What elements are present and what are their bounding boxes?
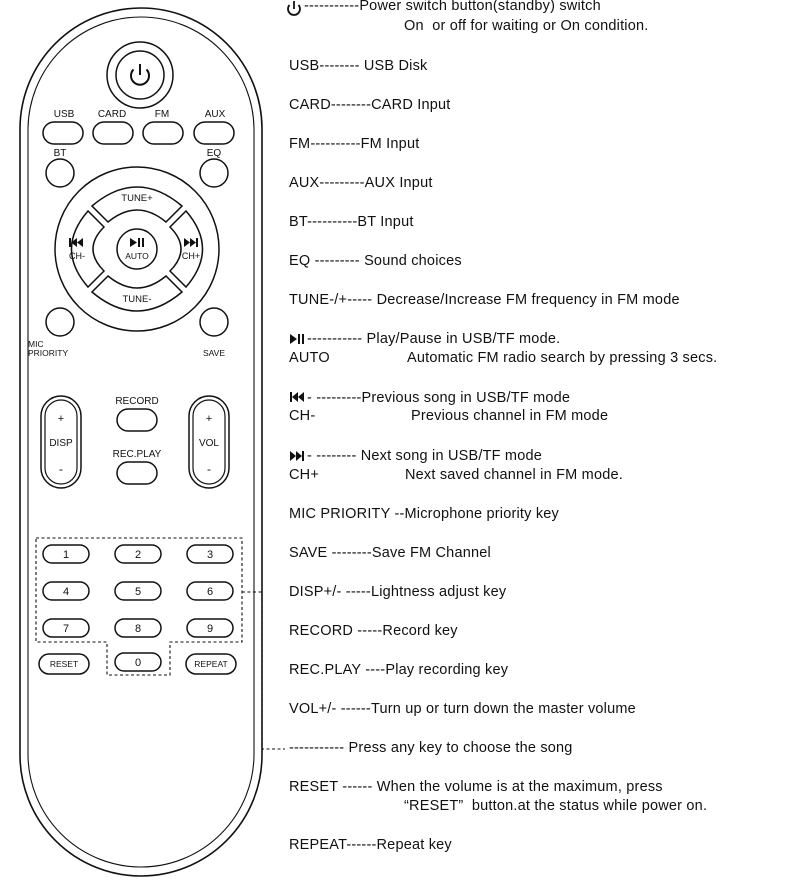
record-button[interactable] (117, 409, 157, 431)
digit-label: 8 (134, 623, 142, 635)
play-pause-button[interactable] (117, 229, 157, 269)
nav-ring (55, 167, 219, 331)
rec-play-label: REC.PLAY (112, 449, 162, 460)
digit-button[interactable] (43, 619, 89, 637)
vol-label: VOL (198, 438, 220, 449)
next-button[interactable] (170, 211, 203, 287)
legend-repeat: REPEAT------Repeat key (289, 837, 452, 853)
legend-usb: USB-------- USB Disk (289, 58, 428, 74)
reset-button[interactable] (39, 654, 89, 674)
card-button[interactable] (93, 122, 133, 144)
disp-plus-label: + (57, 413, 65, 425)
legend-disp: DISP+/- -----Lightness adjust key (289, 584, 507, 600)
bt-button[interactable] (46, 159, 74, 187)
skip-next-icon (184, 238, 198, 247)
digit-button[interactable] (187, 582, 233, 600)
save-label: SAVE (202, 348, 226, 358)
tune-minus-label: TUNE- (122, 294, 152, 305)
digit-label: 9 (206, 623, 214, 635)
digit-button[interactable] (115, 545, 161, 563)
legend-prev-line1: - ---------Previous song in USB/TF mode (307, 390, 571, 406)
legend-vol: VOL+/- ------Turn up or turn down the master volume (289, 701, 636, 717)
legend-save: SAVE --------Save FM Channel (289, 545, 491, 561)
tune-plus-label: TUNE+ (121, 193, 153, 204)
rec-play-button[interactable] (117, 462, 157, 484)
play-pause-icon (130, 238, 144, 247)
digit-label: 4 (62, 586, 70, 598)
record-label: RECORD (115, 396, 159, 407)
usb-label: USB (53, 109, 75, 120)
legend-card: CARD--------CARD Input (289, 97, 451, 113)
legend-play-line2: Automatic FM radio search by pressing 3 secs. (407, 350, 718, 366)
bt-label: BT (53, 148, 67, 159)
card-label: CARD (97, 109, 127, 120)
legend-recplay: REC.PLAY ----Play recording key (289, 662, 509, 678)
legend-skip-previous-icon (290, 392, 304, 402)
legend-record: RECORD -----Record key (289, 623, 458, 639)
digit-label: 6 (206, 586, 214, 598)
legend-bt: BT----------BT Input (289, 214, 414, 230)
digit-label: 3 (206, 549, 214, 561)
vol-minus-label: - (207, 462, 211, 476)
mic-priority-label-1: MIC (28, 339, 44, 349)
ch-minus-label: CH- (69, 251, 85, 261)
legend-power-line1: -----------Power switch button(standby) switch (304, 0, 601, 14)
fm-button[interactable] (143, 122, 183, 144)
legend-next-ch: CH+ (289, 467, 320, 483)
digit-label: 1 (62, 549, 70, 561)
legend-reset-line1: RESET ------ When the volume is at the maximum, press (289, 779, 663, 795)
digit-button[interactable] (43, 582, 89, 600)
mic-priority-label-2: PRIORITY (28, 348, 69, 358)
legend-power-icon (288, 1, 300, 15)
legend-mic: MIC PRIORITY --Microphone priority key (289, 506, 560, 522)
aux-label: AUX (204, 109, 226, 120)
usb-button[interactable] (43, 122, 83, 144)
disp-minus-label: - (59, 462, 63, 476)
legend-prev-line2: Previous channel in FM mode (411, 408, 609, 424)
fm-label: FM (154, 109, 170, 120)
previous-button[interactable] (72, 211, 105, 287)
digit-button[interactable] (115, 582, 161, 600)
aux-button[interactable] (194, 122, 234, 144)
legend-fm: FM----------FM Input (289, 136, 420, 152)
digit-button[interactable] (43, 545, 89, 563)
legend-eq: EQ --------- Sound choices (289, 253, 462, 269)
digit-label: 0 (134, 657, 142, 669)
legend-aux: AUX---------AUX Input (289, 175, 433, 191)
mic-priority-button[interactable] (46, 308, 74, 336)
digit-label: 2 (134, 549, 142, 561)
digit-button[interactable] (187, 545, 233, 563)
legend-power-line2: On or off for waiting or On condition. (404, 18, 649, 34)
save-button[interactable] (200, 308, 228, 336)
keypad-leader-line (242, 592, 285, 749)
digit-zero-button[interactable] (115, 653, 161, 671)
auto-label: AUTO (125, 251, 149, 261)
eq-button[interactable] (200, 159, 228, 187)
repeat-label: REPEAT (194, 659, 228, 669)
vol-plus-label: + (205, 413, 213, 425)
legend-play-line1: ----------- Play/Pause in USB/TF mode. (307, 331, 561, 347)
legend-prev-ch: CH- (289, 408, 316, 424)
legend-next-line1: - -------- Next song in USB/TF mode (307, 448, 542, 464)
eq-label: EQ (206, 148, 222, 159)
digit-button[interactable] (115, 619, 161, 637)
legend-reset-line2: “RESET” button.at the status while power on. (404, 798, 708, 814)
reset-label: RESET (49, 659, 79, 669)
digit-label: 5 (134, 586, 142, 598)
digit-button[interactable] (187, 619, 233, 637)
legend-next-line2: Next saved channel in FM mode. (405, 467, 623, 483)
legend-skip-next-icon (290, 451, 304, 461)
power-icon (131, 64, 149, 85)
legend-numbers: ----------- Press any key to choose the song (289, 740, 573, 756)
legend-play-auto: AUTO (289, 350, 330, 366)
legend-tune: TUNE-/+----- Decrease/Increase FM frequency in FM mode (289, 292, 680, 308)
disp-label: DISP (49, 438, 73, 449)
digit-label: 7 (62, 623, 70, 635)
ch-plus-label: CH+ (181, 251, 201, 261)
repeat-button[interactable] (186, 654, 236, 674)
power-button[interactable] (107, 42, 173, 108)
legend-play-pause-icon (290, 334, 304, 344)
